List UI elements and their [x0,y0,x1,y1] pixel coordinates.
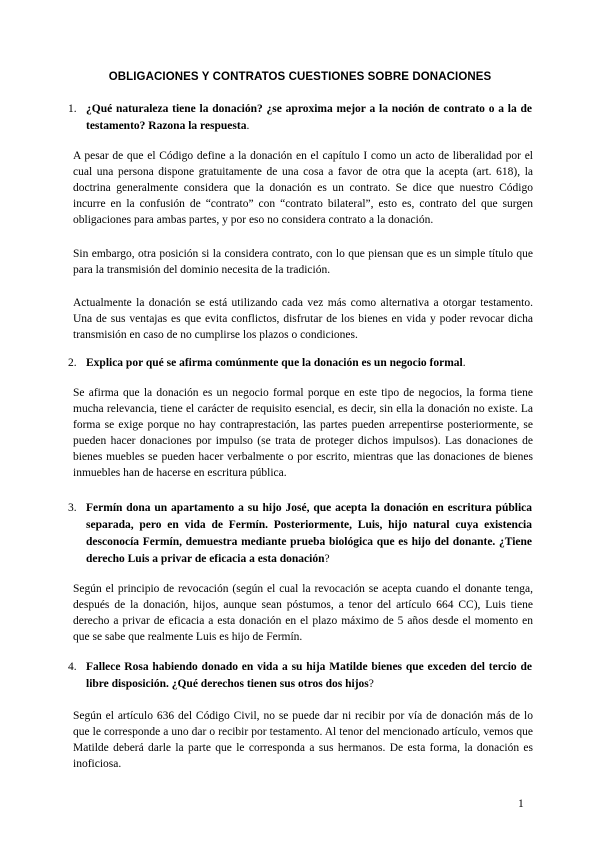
answer-paragraph: Actualmente la donación se está utilizando cada vez más como alternativa a otorgar testamento. Una de sus ventajas es que evita conflictos, disfrutar de los bienes en vida y poder revocar dicha transmisión en caso de no cumplirse los plazos o condiciones. [73,297,533,341]
answer-paragraph: Según el principio de revocación (según el cual la revocación se acepta cuando el donante tenga, después de la donación, hijos, aunque sean póstumos, a tenor del artículo 664 CC), Luis tiene derecho a privar de eficacia a esta donación en el plazo máximo de 5 años desde el momento en que se sabe que realmente Luis es hijo de Fermín. [73,583,533,643]
question-2 [68,355,532,372]
question-text: ¿Qué naturaleza tiene la donación? ¿se aproxima mejor a la noción de contrato o a la de testamento? Razona la respuesta [86,103,532,132]
question-text: Fallece Rosa habiendo donado en vida a su hija Matilde bienes que exceden del tercio de libre disposición. ¿Qué derechos tienen sus otros dos hijos [86,661,532,690]
answer-paragraph: Se afirma que la donación es un negocio formal porque en este tipo de negocios, la forma tiene mucha relevancia, tiene el carácter de requisito esencial, es decir, sin ella la donación no existe. La forma se exige porque no hay contraprestación, las partes pueden arrepentirse posteriormente, se pueden hacer donaciones por impulso (se trata de proteger dichos impulsos). Las donaciones de bienes muebles se pueden hacer verbalmente o por escrito, mientras que las donaciones de bienes inmuebles han de hacerse en escritura pública. [73,387,533,479]
answer-paragraph: Según el artículo 636 del Código Civil, no se puede dar ni recibir por vía de donación más de lo que le corresponde a uno dar o recibir por testamento. Al tenor del mencionado artículo, vemos que Matilde deberá darle la parte que le corresponda a sus hermanos. De esta forma, la donación es inoficiosa. [73,710,533,770]
question-end: ? [368,678,374,690]
page-number: 1 [518,798,524,810]
question-text: Fermín dona un apartamento a su hijo José, que acepta la donación en escritura pública separada, pero en vida de Fermín. Posteriormente, Luis, hijo natural cuya existencia desconocía Fermín, demuestra mediante prueba biológica que es hijo del donante. ¿Tiene derecho Luis a privar de eficacia a esta donación [86,502,532,565]
answer-paragraph: Sin embargo, otra posición si la considera contrato, con lo que piensan que es un simple título que para la transmisión del dominio necesita de la tradición. [73,248,533,276]
question-1 [68,101,532,135]
question-text: Explica por qué se afirma comúnmente que la donación es un negocio formal [86,357,463,369]
question-number: 4. [68,661,77,673]
question-number: 2. [68,357,77,369]
question-number: 1. [68,103,77,115]
question-3 [68,500,532,568]
question-end: ? [324,553,330,565]
question-end: . [462,357,466,369]
question-number: 3. [68,502,77,514]
question-end: . [246,120,250,132]
question-4 [68,659,532,693]
answer-paragraph: A pesar de que el Código define a la donación en el capítulo I como un acto de liberalidad por el cual una persona dispone gratuitamente de una cosa a favor de otra que la acepta (art. 618), la doctrina generalmente considera que la donación es un contrato. Se dice que nuestro Código incurre en la confusión de “contrato” con “contrato bilateral”, esto es, contrato del que surgen obligaciones para ambas partes, y por eso no considera contrato a la donación. [73,150,533,226]
document-title: OBLIGACIONES Y CONTRATOS CUESTIONES SOBRE DONACIONES [108,71,492,83]
